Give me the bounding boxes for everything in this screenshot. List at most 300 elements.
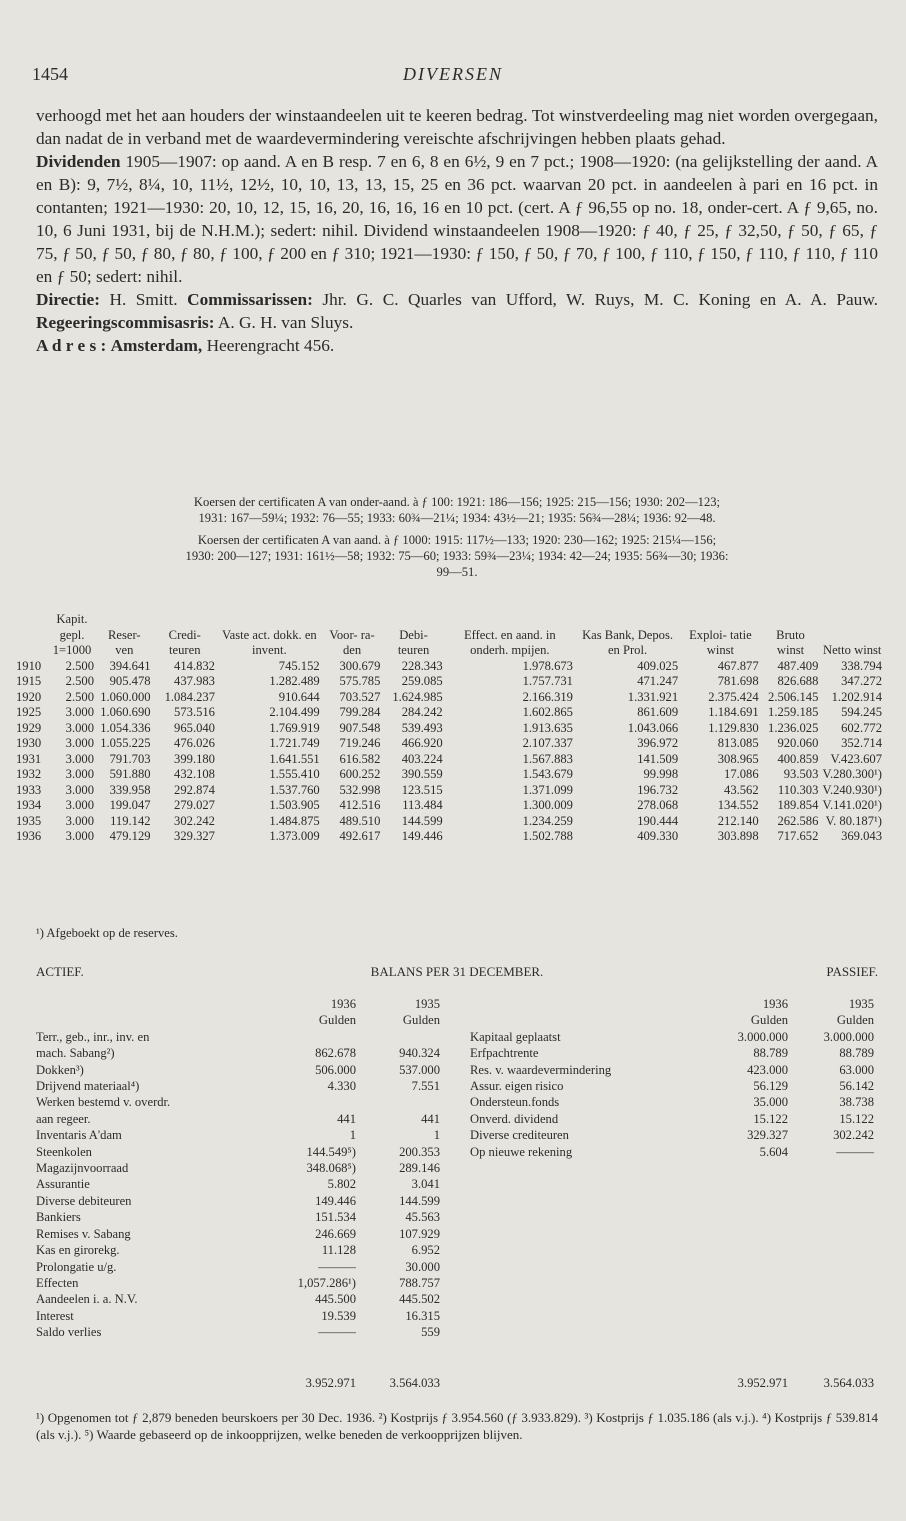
actief-title: ACTIEF. xyxy=(36,964,84,979)
balance-value-1936: 4.330 xyxy=(327,1079,356,1094)
financial-table xyxy=(14,612,884,845)
col-header: Voor- ra- den xyxy=(329,627,375,657)
balance-value-1936: 423.000 xyxy=(747,1062,788,1077)
balance-label: Kapitaal geplaatst xyxy=(470,1029,561,1044)
year-cell: 1930 xyxy=(16,736,42,750)
value-cell: V.141.020¹) xyxy=(822,798,882,812)
balance-value-1936: 329.327 xyxy=(747,1128,788,1143)
balance-value-1935: 302.242 xyxy=(833,1128,874,1143)
value-cell: 1.913.635 xyxy=(522,720,573,735)
balance-value-1936: 151.534 xyxy=(315,1210,356,1225)
value-cell: 532.998 xyxy=(339,782,381,797)
balance-value-1935: 441 xyxy=(421,1111,440,1126)
col-header: Debi- teuren xyxy=(397,627,430,657)
balance-value-1935: 3.000.000 xyxy=(823,1029,874,1044)
page-header xyxy=(0,64,906,90)
year-cell: 1935 xyxy=(16,813,42,828)
value-cell: 1.721.749 xyxy=(269,736,320,750)
balance-row xyxy=(36,1176,440,1192)
value-cell: 616.582 xyxy=(339,751,381,766)
passief-total-1936: 3.952.971 xyxy=(737,1376,788,1390)
balance-row xyxy=(36,1275,440,1291)
bold-label: Commissarissen: xyxy=(187,290,313,309)
value-cell: 602.772 xyxy=(841,720,882,735)
bottom-footnotes xyxy=(36,1410,878,1443)
value-cell: 1.236.025 xyxy=(768,720,819,735)
value-cell: 2.375.424 xyxy=(708,689,759,704)
value-cell: 1.300.009 xyxy=(522,798,573,812)
balance-value-1935 xyxy=(356,1094,440,1110)
balance-value-1935: 45.563 xyxy=(405,1210,440,1225)
table-row xyxy=(14,767,884,783)
value-cell: 1.259.185 xyxy=(768,705,819,719)
footnote-text: ¹) Opgenomen tot ƒ 2,879 beneden beurskoers per 30 Dec. 1936. ²) Kostprijs ƒ 3.954.560 (ƒ 3.933.829). ³) Kostprijs ƒ 1.035.186 (als v.j.). ⁴) Kostprijs ƒ 539.814 (als v.j.). ⁵) Waarde gebaseerd op de inkoopprijzen, welke beneden de verkoopprijzen blijven. xyxy=(36,1410,878,1442)
value-cell: 907.548 xyxy=(339,720,381,735)
balance-value-1935: 15.122 xyxy=(839,1111,874,1126)
year-header: 1935 xyxy=(848,997,874,1011)
balance-label: mach. Sabang²) xyxy=(36,1046,115,1061)
quotes-block xyxy=(36,494,878,580)
value-cell: 467.877 xyxy=(717,658,759,673)
quote-line: 99—51. xyxy=(436,565,478,579)
table-row xyxy=(14,752,884,768)
actief-total-1935: 3.564.033 xyxy=(389,1376,440,1390)
balance-value-1935: 3.041 xyxy=(411,1177,440,1192)
balance-label: Drijvend materiaal⁴) xyxy=(36,1079,140,1094)
balance-totals xyxy=(36,1376,878,1396)
balance-value-1936: 88.789 xyxy=(753,1046,788,1061)
balance-row xyxy=(36,1111,440,1127)
balance-row xyxy=(36,1209,440,1225)
balance-value-1935: ——— xyxy=(836,1144,874,1159)
value-cell: 826.688 xyxy=(777,674,819,688)
balance-value-1935: 88.789 xyxy=(839,1046,874,1061)
balance-value-1935: 940.324 xyxy=(399,1046,440,1061)
balance-value-1935: 537.000 xyxy=(399,1062,440,1077)
value-cell: 303.898 xyxy=(717,829,759,843)
value-cell: 1.331.921 xyxy=(627,689,679,704)
value-cell: 1.202.914 xyxy=(831,689,882,704)
balance-label: Werken bestemd v. overdr. xyxy=(36,1095,171,1110)
value-cell: 1.543.679 xyxy=(522,767,573,781)
year-cell: 1910 xyxy=(16,658,42,673)
value-cell: 17.086 xyxy=(724,767,759,781)
balance-value-1936: 11.128 xyxy=(321,1243,356,1258)
value-cell: 292.874 xyxy=(174,782,215,797)
balance-value-1936: 5.604 xyxy=(759,1144,788,1159)
balance-value-1935: 30.000 xyxy=(405,1259,440,1274)
balance-value-1935: 144.599 xyxy=(399,1193,440,1208)
value-cell: 1.184.691 xyxy=(708,705,759,719)
value-cell: 347.272 xyxy=(841,674,882,688)
section-title: DIVERSEN xyxy=(403,64,503,84)
balance-value-1935: 56.142 xyxy=(839,1079,874,1094)
value-cell: 861.609 xyxy=(637,705,679,719)
value-cell: 278.068 xyxy=(637,798,679,812)
balance-label: Saldo verlies xyxy=(36,1325,102,1340)
col-header: Kapit. gepl. 1=1000 xyxy=(52,612,92,657)
bold-label: Dividenden xyxy=(36,152,121,171)
actief-table xyxy=(36,996,440,1341)
value-cell: 302.242 xyxy=(174,813,215,828)
value-cell: 1.060.690 xyxy=(100,705,151,719)
bold-label: A d r e s : xyxy=(36,336,107,355)
balance-label: Remises v. Sabang xyxy=(36,1226,131,1241)
bold-label: Regeeringscommisasris: xyxy=(36,313,215,332)
value-cell: 190.444 xyxy=(637,813,679,828)
balance-row xyxy=(36,1193,440,1209)
value-cell: 2.506.145 xyxy=(768,689,819,704)
text-run: verhoogd met het aan houders der winstaandeelen uit te keeren bedrag. Tot winstverdeeling mag niet worden overgegaan, dan nadat de in verband met de waardevermindering vereischte afschrijvingen hebben plaats gehad. xyxy=(36,106,878,148)
balance-row xyxy=(36,1226,440,1242)
value-cell: 1.054.336 xyxy=(100,720,151,735)
year-cell: 1932 xyxy=(16,767,42,781)
balance-title: BALANS PER 31 DECEMBER. xyxy=(370,964,544,979)
value-cell: 259.085 xyxy=(401,674,443,688)
value-cell: 1.129.830 xyxy=(708,720,759,735)
value-cell: 466.920 xyxy=(401,736,443,750)
value-cell: 487.409 xyxy=(777,658,819,673)
table-row xyxy=(14,783,884,799)
value-cell: 1.060.000 xyxy=(100,689,151,704)
year-cell: 1915 xyxy=(16,674,42,688)
balance-titles xyxy=(36,964,878,982)
balance-value-1935: 63.000 xyxy=(839,1062,874,1077)
value-cell: 43.562 xyxy=(724,782,759,797)
balance-value-1936: 15.122 xyxy=(753,1111,788,1126)
value-cell: 594.245 xyxy=(841,705,882,719)
value-cell: 920.060 xyxy=(777,736,819,750)
balance-value-1936 xyxy=(268,1029,356,1045)
value-cell: 591.880 xyxy=(109,767,151,781)
value-cell: 1.769.919 xyxy=(269,720,320,735)
table-row xyxy=(14,674,884,690)
value-cell: 3.000 xyxy=(65,767,94,781)
quote-line: 1931: 167—59¼; 1932: 76—55; 1933: 60¾—21¼; 1934: 43½—21; 1935: 56¾—28¼; 1936: 92—48. xyxy=(198,511,716,525)
value-cell: 1.043.066 xyxy=(627,720,679,735)
passief-title: PASSIEF. xyxy=(826,964,878,979)
value-cell: 113.484 xyxy=(402,798,443,812)
year-header: 1935 xyxy=(414,997,440,1011)
value-cell: 3.000 xyxy=(65,720,94,735)
value-cell: 745.152 xyxy=(278,658,320,673)
value-cell: 476.026 xyxy=(174,736,215,750)
balance-label: Magazijnvoorraad xyxy=(36,1161,129,1176)
value-cell: 394.641 xyxy=(109,658,151,673)
value-cell: 437.983 xyxy=(174,674,215,688)
value-cell: 492.617 xyxy=(339,829,381,843)
table-row xyxy=(14,690,884,706)
col-header: Credi- teuren xyxy=(168,627,201,657)
value-cell: 134.552 xyxy=(717,798,759,812)
balance-label: Kas en girorekg. xyxy=(36,1243,120,1258)
value-cell: 1.537.760 xyxy=(269,782,320,797)
value-cell: 1.555.410 xyxy=(269,767,320,781)
value-cell: 1.282.489 xyxy=(269,674,320,688)
value-cell: V.240.930¹) xyxy=(822,782,882,797)
text-run: A. G. H. van Sluys. xyxy=(214,313,354,332)
balance-value-1935 xyxy=(356,1029,440,1045)
value-cell: 329.327 xyxy=(174,829,215,843)
balance-value-1936: ——— xyxy=(318,1259,356,1274)
unit-header: Gulden xyxy=(836,1013,874,1028)
value-cell: 1.371.099 xyxy=(522,782,573,797)
value-cell: 2.104.499 xyxy=(269,705,320,719)
passief-table xyxy=(470,996,874,1160)
balance-value-1936: 5.802 xyxy=(327,1177,356,1192)
balance-label: Dokken³) xyxy=(36,1062,84,1077)
value-cell: 1.484.875 xyxy=(269,813,320,828)
value-cell: 1.978.673 xyxy=(522,658,573,673)
quote-line: Koersen der certificaten A van aand. à ƒ 1000: 1915: 117½—133; 1920: 230—162; 1925: 215¼—156; xyxy=(197,533,717,547)
table-row xyxy=(14,814,884,830)
balance-label: Terr., geb., inr., inv. en xyxy=(36,1029,150,1044)
year-cell: 1934 xyxy=(16,798,42,812)
balance-value-1935: 6.952 xyxy=(411,1243,440,1258)
table-row xyxy=(14,798,884,814)
table-row xyxy=(14,736,884,752)
balance-label: aan regeer. xyxy=(36,1111,91,1126)
value-cell: 813.085 xyxy=(717,736,759,750)
balance-value-1935: 445.502 xyxy=(399,1292,440,1307)
balance-value-1936: 149.446 xyxy=(315,1193,356,1208)
col-header: Bruto winst xyxy=(776,627,805,657)
value-cell: 352.714 xyxy=(841,736,882,750)
value-cell: V. 80.187¹) xyxy=(825,813,882,828)
page-number: 1454 xyxy=(32,64,68,84)
value-cell: 703.527 xyxy=(339,689,381,704)
value-cell: 905.478 xyxy=(109,674,151,688)
balance-label: Diverse crediteuren xyxy=(470,1128,569,1143)
quote-line: Koersen der certificaten A van onder-aand. à ƒ 100: 1921: 186—156; 1925: 215—156; 1930: 202—123; xyxy=(193,495,721,509)
col-header: Exploi- tatie winst xyxy=(689,627,752,657)
balance-value-1936: 246.669 xyxy=(315,1226,356,1241)
balance-value-1935: 16.315 xyxy=(405,1308,440,1323)
balance-value-1936: 1 xyxy=(349,1128,356,1143)
value-cell: 910.644 xyxy=(278,689,320,704)
value-cell: 279.027 xyxy=(174,798,215,812)
paragraph xyxy=(36,334,878,357)
unit-header: Gulden xyxy=(750,1013,788,1028)
value-cell: 1.502.788 xyxy=(522,829,573,843)
value-cell: 2.500 xyxy=(65,689,94,704)
passief-total-1935: 3.564.033 xyxy=(823,1376,874,1390)
value-cell: 781.698 xyxy=(717,674,759,688)
balance-row xyxy=(36,1242,440,1258)
balance-value-1935: 788.757 xyxy=(399,1275,440,1290)
balance-row xyxy=(36,1045,440,1061)
value-cell: 1.084.237 xyxy=(164,689,215,704)
balance-row xyxy=(36,1324,440,1340)
balance-value-1936: 441 xyxy=(337,1111,356,1126)
value-cell: 575.785 xyxy=(339,674,381,688)
value-cell: 1.055.225 xyxy=(100,736,151,750)
balance-row xyxy=(36,1062,440,1078)
balance-row xyxy=(36,1291,440,1307)
value-cell: 965.040 xyxy=(174,720,215,735)
table-row xyxy=(14,829,884,845)
table-row xyxy=(14,659,884,675)
balance-value-1936: 35.000 xyxy=(753,1095,788,1110)
value-cell: 390.559 xyxy=(401,767,443,781)
value-cell: 2.500 xyxy=(65,658,94,673)
balance-value-1935: 38.738 xyxy=(839,1095,874,1110)
balance-row xyxy=(470,1111,874,1127)
quote-line: 1930: 200—127; 1931: 161½—58; 1932: 75—60; 1933: 59¾—23¼; 1934: 42—24; 1935: 56¾—30; 1936: xyxy=(185,549,729,563)
value-cell: 1.624.985 xyxy=(392,689,443,704)
value-cell: 600.252 xyxy=(339,767,381,781)
unit-header: Gulden xyxy=(318,1013,356,1028)
col-header: Kas Bank, Depos. en Prol. xyxy=(582,627,674,657)
value-cell: 300.679 xyxy=(339,658,381,673)
balance-value-1936: 56.129 xyxy=(753,1079,788,1094)
balance-label: Assur. eigen risico xyxy=(470,1079,564,1094)
value-cell: 573.516 xyxy=(174,705,215,719)
value-cell: 262.586 xyxy=(777,813,819,828)
year-header: 1936 xyxy=(762,997,788,1011)
balance-label: Steenkolen xyxy=(36,1144,92,1159)
value-cell: 2.500 xyxy=(65,674,94,688)
balance-value-1936 xyxy=(268,1094,356,1110)
value-cell: 338.794 xyxy=(841,658,882,673)
year-cell: 1929 xyxy=(16,720,42,735)
balance-value-1936: 348.068⁵) xyxy=(306,1161,356,1176)
value-cell: 1.373.009 xyxy=(269,829,320,843)
balance-row xyxy=(36,1308,440,1324)
value-cell: 99.998 xyxy=(643,767,679,781)
value-cell: 3.000 xyxy=(65,736,94,750)
balance-value-1935: 200.353 xyxy=(399,1144,440,1159)
balance-row xyxy=(36,1144,440,1160)
balance-label: Inventaris A'dam xyxy=(36,1128,122,1143)
value-cell: 369.043 xyxy=(841,829,882,843)
balance-row xyxy=(36,1259,440,1275)
value-cell: 489.510 xyxy=(339,813,381,828)
value-cell: 123.515 xyxy=(401,782,443,797)
value-cell: 284.242 xyxy=(401,705,443,719)
balance-row xyxy=(470,1029,874,1045)
balance-value-1936: 862.678 xyxy=(315,1046,356,1061)
year-cell: 1936 xyxy=(16,829,42,843)
balance-label: Ondersteun.fonds xyxy=(470,1095,560,1110)
value-cell: 409.025 xyxy=(637,658,679,673)
value-cell: 396.972 xyxy=(637,736,679,750)
value-cell: 1.757.731 xyxy=(522,674,573,688)
value-cell: 110.303 xyxy=(777,782,819,797)
value-cell: 339.958 xyxy=(109,782,151,797)
text-run: Heerengracht 456. xyxy=(202,336,335,355)
col-header: Netto winst xyxy=(822,643,882,657)
balance-label: Res. v. waardevermindering xyxy=(470,1062,612,1077)
balance-value-1936: 3.000.000 xyxy=(737,1029,788,1044)
value-cell: 119.142 xyxy=(110,813,151,828)
value-cell: 432.108 xyxy=(174,767,215,781)
value-cell: V.280.300¹) xyxy=(822,767,882,781)
balance-value-1936: 1,057.286¹) xyxy=(297,1275,356,1290)
balance-label: Assurantie xyxy=(36,1177,90,1192)
value-cell: 1.503.905 xyxy=(269,798,320,812)
balance-value-1935: 289.146 xyxy=(399,1161,440,1176)
balance-row xyxy=(470,1045,874,1061)
balance-row xyxy=(36,1094,440,1110)
value-cell: 1.567.883 xyxy=(522,751,573,766)
balance-label: Erfpachtrente xyxy=(470,1046,539,1061)
balance-label: Onverd. dividend xyxy=(470,1111,559,1126)
value-cell: 403.224 xyxy=(401,751,443,766)
value-cell: 3.000 xyxy=(65,829,94,843)
value-cell: 3.000 xyxy=(65,751,94,766)
value-cell: 149.446 xyxy=(401,829,443,843)
text-run: H. Smitt. xyxy=(99,290,188,309)
value-cell: V.423.607 xyxy=(830,751,882,766)
balance-value-1935: 1 xyxy=(433,1128,440,1143)
value-cell: 409.330 xyxy=(637,829,679,843)
table-header-row xyxy=(14,612,884,659)
balance-row xyxy=(470,1127,874,1143)
balance-row xyxy=(36,1127,440,1143)
balance-label: Op nieuwe rekening xyxy=(470,1144,573,1159)
year-cell: 1920 xyxy=(16,689,42,704)
value-cell: 1.641.551 xyxy=(269,751,320,766)
balance-row xyxy=(36,1029,440,1045)
bold-label: Directie: xyxy=(36,290,100,309)
col-header: Vaste act. dokk. en invent. xyxy=(221,627,317,657)
value-cell: 3.000 xyxy=(65,813,94,828)
value-cell: 212.140 xyxy=(717,813,759,828)
body-text xyxy=(36,104,878,357)
balance-label: Diverse debiteuren xyxy=(36,1193,132,1208)
balance-row xyxy=(470,1078,874,1094)
balance-label: Prolongatie u/g. xyxy=(36,1259,117,1274)
value-cell: 144.599 xyxy=(401,813,443,828)
table-row xyxy=(14,721,884,737)
value-cell: 93.503 xyxy=(783,767,819,781)
year-cell: 1933 xyxy=(16,782,42,797)
balance-label: Aandeelen i. a. N.V. xyxy=(36,1292,138,1307)
value-cell: 414.832 xyxy=(174,658,215,673)
balance-row xyxy=(36,1078,440,1094)
balance-value-1935: 107.929 xyxy=(399,1226,440,1241)
balance-value-1935: 559 xyxy=(421,1325,440,1340)
value-cell: 412.516 xyxy=(339,798,381,812)
value-cell: 228.343 xyxy=(401,658,443,673)
year-cell: 1931 xyxy=(16,751,42,766)
balance-value-1935: 7.551 xyxy=(411,1079,440,1094)
value-cell: 196.732 xyxy=(637,782,679,797)
value-cell: 3.000 xyxy=(65,798,94,812)
balance-row xyxy=(470,1144,874,1160)
value-cell: 399.180 xyxy=(174,751,215,766)
year-cell: 1925 xyxy=(16,705,42,719)
balance-row xyxy=(470,1062,874,1078)
col-header: Reser- ven xyxy=(107,627,141,657)
balance-value-1936: 19.539 xyxy=(321,1308,356,1323)
paragraph xyxy=(36,104,878,150)
balance-label: Interest xyxy=(36,1308,74,1323)
balance-value-1936: 144.549⁵) xyxy=(306,1144,356,1159)
value-cell: 471.247 xyxy=(637,674,679,688)
unit-header: Gulden xyxy=(402,1013,440,1028)
value-cell: 479.129 xyxy=(109,829,151,843)
value-cell: 791.703 xyxy=(109,751,151,766)
value-cell: 3.000 xyxy=(65,705,94,719)
text-run: Jhr. G. C. Quarles van Ufford, W. Ruys, M. C. Koning en A. A. Pauw. xyxy=(312,290,878,309)
table-footnote: ¹) Afgeboekt op de reserves. xyxy=(36,926,178,940)
value-cell: 400.859 xyxy=(777,751,819,766)
paragraph xyxy=(36,288,878,334)
value-cell: 2.107.337 xyxy=(522,736,573,750)
value-cell: 3.000 xyxy=(65,782,94,797)
